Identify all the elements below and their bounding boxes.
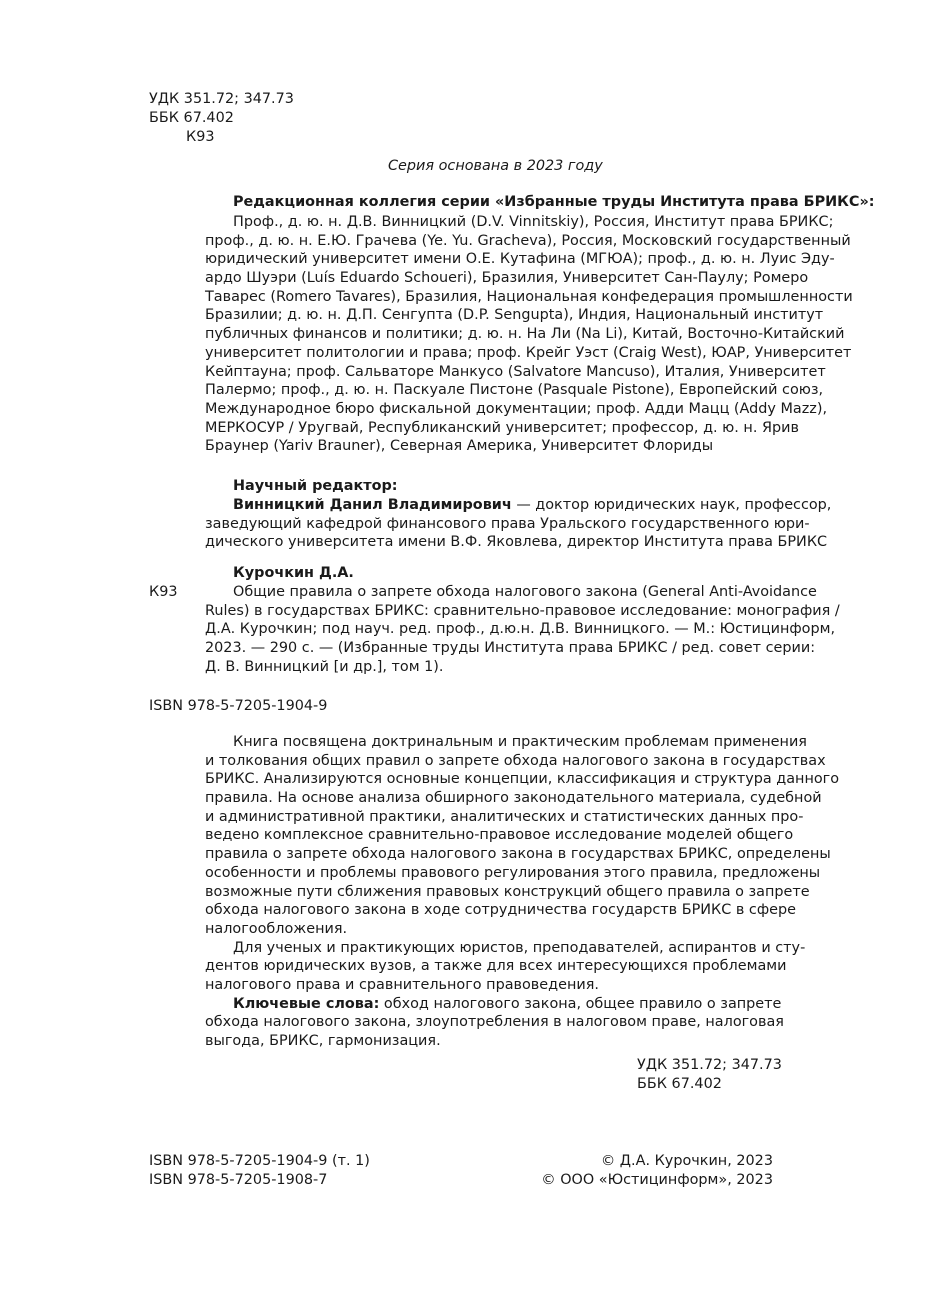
editorial-board-line: Международное бюро фискальной документации; проф. Адди Мацц (Addy Mazz), <box>205 400 828 417</box>
editorial-board-line: Браунер (Yariv Brauner), Северная Америка, Университет Флориды <box>205 438 714 455</box>
bib-record-line: Общие правила о запрете обхода налогового закона (General Anti-Avoidance <box>233 584 817 600</box>
bib-record-line: Д. В. Винницкий [и др.], том 1). <box>205 658 444 675</box>
bib-author: Курочкин Д.А. <box>233 565 354 581</box>
bib-record-line: 2023. — 290 с. — (Избранные труды Института права БРИКС / ред. совет серии: <box>205 640 816 657</box>
series-note: Серия основана в 2023 году <box>388 158 603 174</box>
editorial-board-line: Кейптауна; проф. Сальваторе Манкусо (Salvatore Mancuso), Италия, Университет <box>205 363 826 380</box>
abstract-para1-line: обхода налогового закона в ходе сотрудничества государств БРИКС в сфере <box>205 902 796 919</box>
editorial-board-line: Проф., д. ю. н. Д.В. Винницкий (D.V. Vinnitskiy), Россия, Институт права БРИКС; <box>233 214 834 230</box>
science-editor-text <box>205 496 832 552</box>
abstract-para1-line: возможные пути сближения правовых конструкций общего правила о запрете <box>205 883 810 900</box>
isbn-series: ISBN 978-5-7205-1908-7 <box>149 1172 328 1188</box>
abstract-para1-line: ведено комплексное сравнительно-правовое исследование моделей общего <box>205 827 794 844</box>
author-mark: К93 <box>186 129 215 145</box>
science-editor-heading: Научный редактор: <box>233 478 398 494</box>
bottom-bbk-code: ББК 67.402 <box>637 1076 722 1092</box>
editorial-board-heading: Редакционная коллегия серии «Избранные труды Института права БРИКС»: <box>233 194 875 210</box>
editorial-board-line: публичных финансов и политики; д. ю. н. На Ли (Na Li), Китай, Восточно-Китайский <box>205 326 845 343</box>
isbn-main: ISBN 978-5-7205-1904-9 <box>149 698 328 714</box>
abstract-para2-line: налогового права и сравнительного правоведения. <box>205 976 599 993</box>
science-editor-line: дического университета имени В.Ф. Яковлева, директор Института права БРИКС <box>205 534 828 551</box>
science-editor-first-line: Винницкий Данил Владимирович — доктор юридических наук, профессор, <box>233 497 832 513</box>
bottom-udk-code: УДК 351.72; 347.73 <box>637 1057 782 1073</box>
abstract-para1-line: правила о запрете обхода налогового закона в государствах БРИКС, определены <box>205 846 831 863</box>
bbk-code: ББК 67.402 <box>149 110 234 126</box>
keywords-line: выгода, БРИКС, гармонизация. <box>205 1033 441 1049</box>
copyright-author: © Д.А. Курочкин, 2023 <box>600 1153 773 1169</box>
abstract-para1-line: и административной практики, аналитических и статистических данных про- <box>205 808 804 825</box>
science-editor-line: заведующий кафедрой финансового права Уральского государственного юри- <box>205 515 810 532</box>
keywords-label: Ключевые слова: <box>233 995 380 1012</box>
abstract-para1-line: особенности и проблемы правового регулирования этого правила, предложены <box>205 864 821 881</box>
bib-record-line: Rules) в государствах БРИКС: сравнительно-правовое исследование: монография / <box>205 602 840 619</box>
science-editor-name: Винницкий Данил Владимирович <box>233 497 512 513</box>
editorial-board-line: МЕРКОСУР / Уругвай, Республиканский университет; профессор, д. ю. н. Ярив <box>205 419 799 436</box>
editorial-board-line: проф., д. ю. н. Е.Ю. Грачева (Ye. Yu. Gracheva), Россия, Московский государственный <box>205 232 851 249</box>
abstract-para2-line: Для ученых и практикующих юристов, преподавателей, аспирантов и сту- <box>233 939 806 956</box>
abstract-para1-line: правила. На основе анализа обширного законодательного материала, судебной <box>205 790 822 807</box>
editorial-board-line: Бразилии; д. ю. н. Д.П. Сенгупта (D.P. Sengupta), Индия, Национальный институт <box>205 307 824 324</box>
editorial-board-line: ардо Шуэри (Luís Eduardo Schoueri), Бразилия, Университет Сан-Паулу; Ромеро <box>205 270 809 287</box>
editorial-board-line: Таварес (Romero Tavares), Бразилия, Национальная конфедерация промышленности <box>205 288 853 305</box>
abstract-para1-line: налогообложения. <box>205 920 348 937</box>
bib-mark: К93 <box>149 584 178 600</box>
keywords-line: Ключевые слова: обход налогового закона, общее правило о запрете <box>233 995 782 1012</box>
abstract-para2-line: дентов юридических вузов, а также для всех интересующихся проблемами <box>205 958 787 975</box>
udk-code: УДК 351.72; 347.73 <box>149 91 294 107</box>
abstract-para1-line: БРИКС. Анализируются основные концепции, классификация и структура данного <box>205 771 840 788</box>
isbn-volume: ISBN 978-5-7205-1904-9 (т. 1) <box>149 1153 370 1169</box>
abstract-text <box>205 733 840 1051</box>
abstract-para1-line: Книга посвящена доктринальным и практическим проблемам применения <box>233 734 807 750</box>
keywords-line: обхода налогового закона, злоупотребления в налоговом праве, налоговая <box>205 1014 784 1031</box>
editorial-board-line: Палермо; проф., д. ю. н. Паскуале Пистоне (Pasquale Pistone), Европейский союз, <box>205 382 824 399</box>
copyright-publisher: © ООО «Юстицинформ», 2023 <box>541 1172 773 1188</box>
editorial-board-line: университет политологии и права; проф. Крейг Уэст (Craig West), ЮАР, Университет <box>205 344 852 361</box>
editorial-board-text <box>205 213 853 456</box>
bib-record-text <box>205 583 840 676</box>
editorial-board-line: юридический университет имени О.Е. Кутафина (МГЮА); проф., д. ю. н. Луис Эду- <box>205 251 835 268</box>
abstract-para1-line: и толкования общих правил о запрете обхода налогового закона в государствах <box>205 752 826 769</box>
bib-record-line: Д.А. Курочкин; под науч. ред. проф., д.ю.н. Д.В. Винницкого. — М.: Юстицинформ, <box>205 621 836 638</box>
